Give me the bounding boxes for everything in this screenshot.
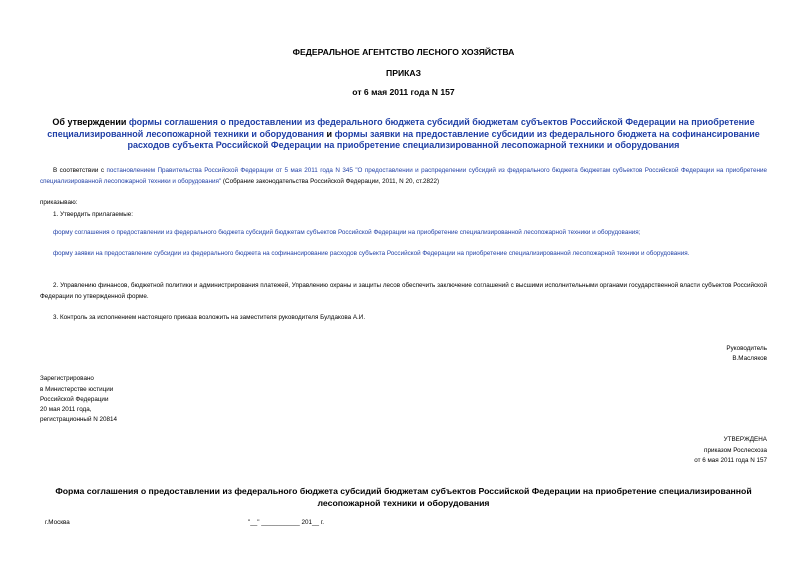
- signature-name: В.Масляков: [732, 355, 767, 362]
- preamble-link-resolution[interactable]: постановлением Правительства Российской Федерации от 5 мая 2011 года N 345 "О предоставлении и распределении субсидий из федерального бюджета бюджетам субъектов Российской Федерации на приобретение специализированной лесопожарной техники и оборудования": [40, 167, 768, 185]
- item-1b-link-application-form[interactable]: форму заявки на предоставление субсидии из федерального бюджета на софинансирование расходов субъекта Российской Федерации на приобретение специализированной лесопожарной техники и оборудования.: [53, 250, 690, 257]
- title-text-start: Об утверждении: [52, 117, 129, 127]
- title-link-agreement-form[interactable]: формы соглашения о предоставлении из федерального бюджета субсидий бюджетам субъектов Российской Федерации на приобретение специализированной лесопожарной техники и оборудования: [47, 117, 755, 139]
- form-title: Форма соглашения о предоставлении из федерального бюджета субсидий бюджетам субъектов Российской Федерации на приобретение специализированной лесопожарной техники и оборудования: [55, 486, 752, 508]
- registration-line-2: в Министерстве юстиции: [40, 386, 114, 393]
- title-text-and: и: [324, 128, 335, 139]
- form-city: г.Москва: [45, 519, 70, 526]
- item-1: 1. Утвердить прилагаемые:: [53, 211, 133, 218]
- document-title: [30, 117, 777, 152]
- approved-line-2: приказом Рослесхоза: [704, 447, 767, 454]
- order-word: приказываю:: [40, 199, 78, 206]
- preamble-text-end: (Собрание законодательства Российской Федерации, 2011, N 20, ст.2822): [221, 177, 440, 185]
- title-link-application-form[interactable]: формы заявки на предоставление субсидии из федерального бюджета на софинансирование расходов субъекта Российской Федерации на приобретение специализированной лесопожарной техники и оборудования: [127, 128, 760, 151]
- document-type: ПРИКАЗ: [386, 68, 421, 78]
- document-date-number: от 6 мая 2011 года N 157: [352, 87, 455, 97]
- item-1a-link-agreement-form[interactable]: форму соглашения о предоставлении из федерального бюджета субсидий бюджетам субъектов Российской Федерации на приобретение специализированной лесопожарной техники и оборудования;: [53, 229, 641, 236]
- preamble-text-start: В соответствии с: [53, 167, 107, 174]
- signature-position: Руководитель: [726, 345, 767, 352]
- item-3: 3. Контроль за исполнением настоящего приказа возложить на заместителя руководителя Булдакова А.И.: [53, 314, 366, 321]
- item-2: 2. Управлению финансов, бюджетной политики и администрирования платежей, Управлению охраны и защиты лесов обеспечить заключение соглашений с высшими исполнительными органами государственной власти субъектов Российской Федерации по утвержденной форме.: [40, 282, 767, 300]
- approved-line-3: от 6 мая 2011 года N 157: [694, 457, 767, 464]
- preamble-paragraph: [40, 166, 767, 187]
- agency-name: ФЕДЕРАЛЬНОЕ АГЕНТСТВО ЛЕСНОГО ХОЗЯЙСТВА: [292, 47, 515, 57]
- registration-line-4: 20 мая 2011 года,: [40, 406, 92, 413]
- registration-line-5: регистрационный N 20814: [40, 416, 118, 423]
- registration-line-1: Зарегистрировано: [40, 375, 94, 382]
- form-date-placeholder: "__" ___________ 201__ г.: [248, 519, 325, 526]
- registration-line-3: Российской Федерации: [40, 396, 109, 403]
- approved-line-1: УТВЕРЖДЕНА: [723, 436, 767, 443]
